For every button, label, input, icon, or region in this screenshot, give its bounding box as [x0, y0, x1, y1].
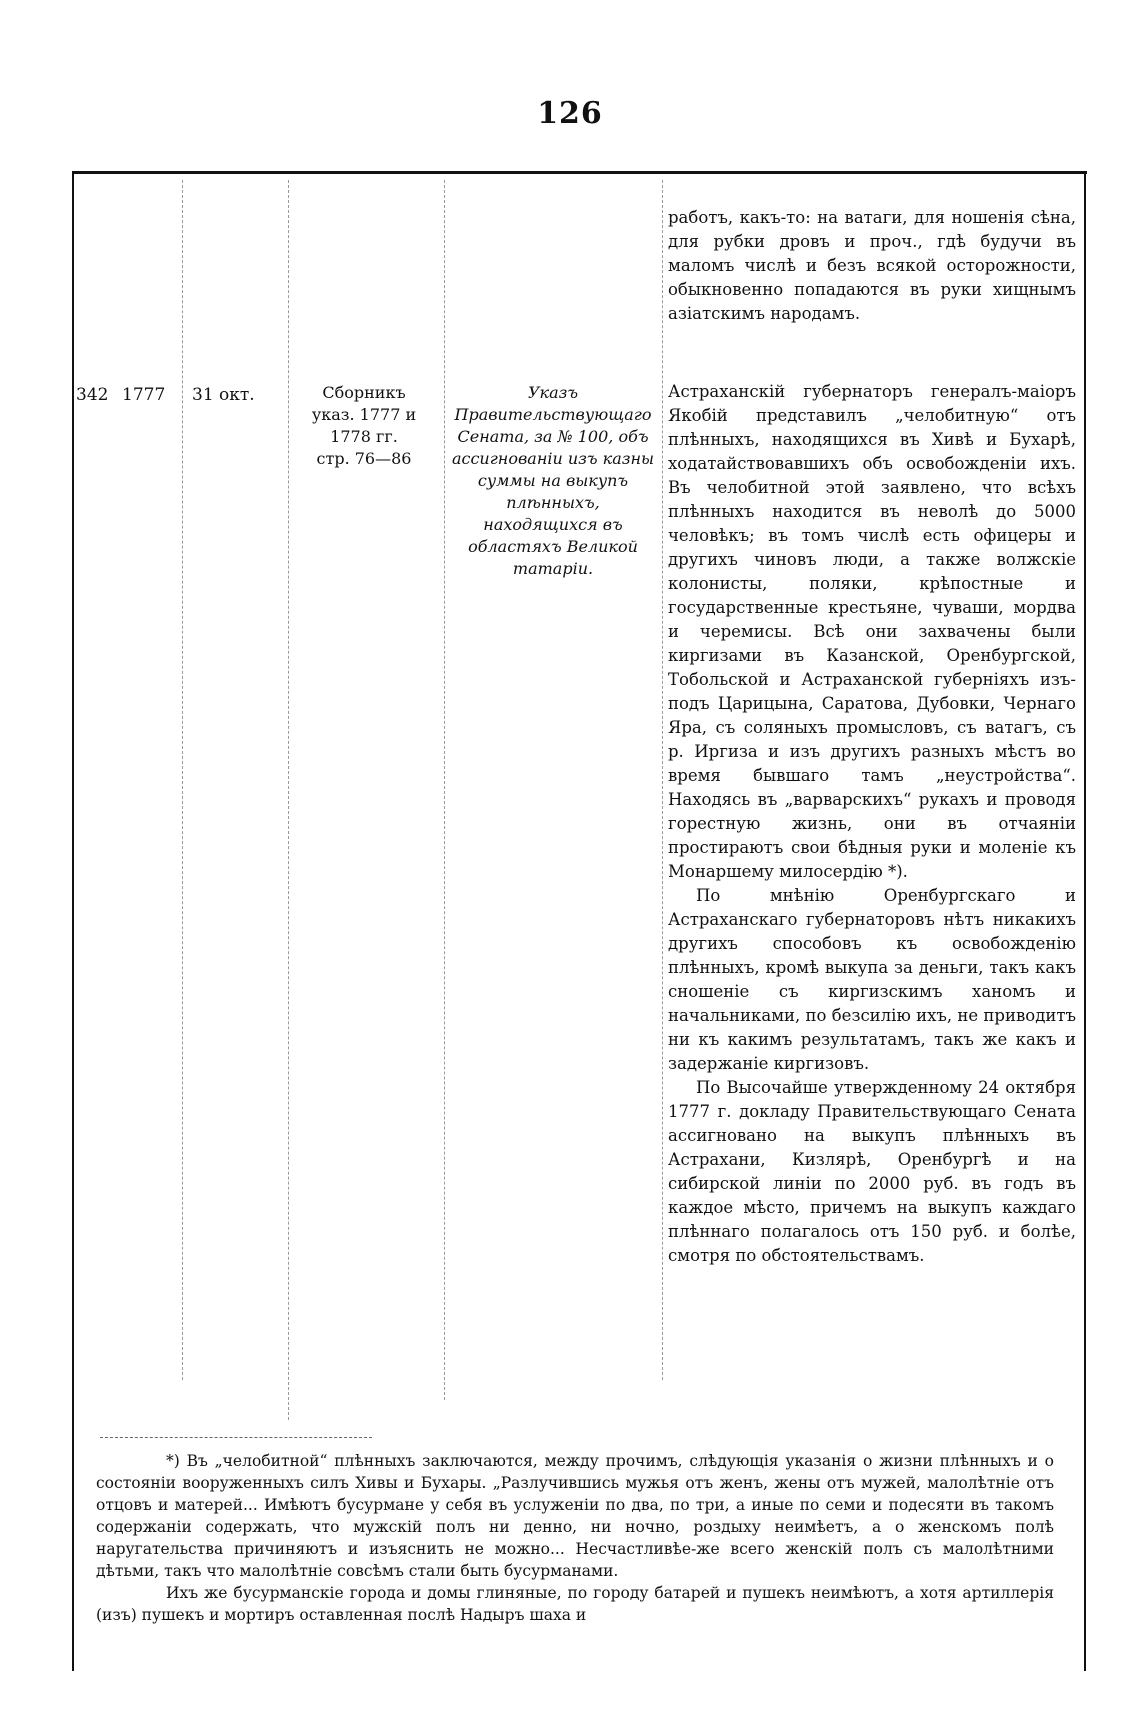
- entry-paragraph: По мнѣнію Оренбургскаго и Астраханскаго губернаторовъ нѣтъ никакихъ другихъ способовъ къ освобожденію плѣнныхъ, кромѣ выкупа за деньги, такъ какъ сношеніе съ киргизскимъ ханомъ и начальниками, по безсилію ихъ, не приводитъ ни къ какимъ результатамъ, такъ же какъ и задержаніе киргизовъ.: [668, 886, 1076, 1073]
- continuation-paragraph: работъ, какъ-то: на ватаги, для ношенія сѣна, для рубки дровъ и проч., гдѣ будучи въ маломъ числѣ и безъ всякой осторожности, обыкновенно попадаются въ руки хищнымъ азіатскимъ народамъ.: [668, 208, 1076, 323]
- column-divider-4: [662, 180, 663, 1380]
- column-divider-3: [444, 180, 445, 1400]
- entry-number: 342: [76, 385, 109, 405]
- footnote: [96, 1450, 1054, 1626]
- column-divider-2: [288, 180, 289, 1420]
- top-continuation-text: [668, 206, 1076, 326]
- footnote-paragraph: *) Въ „челобитной“ плѣнныхъ заключаются, между прочимъ, слѣдующія указанія о жизни плѣнныхъ и о состояніи вооруженныхъ силъ Хивы и Бухары. „Разлучившись мужья отъ женъ, жены отъ мужей, малолѣтніе отъ отцовъ и матерей... Имѣютъ бусурмане у себя въ услуженіи по два, по три, а иные по семи и подесяти въ такомъ содержаніи содержать, что мужскій полъ ни денно, ни ночно, роздыху неимѣетъ, а о женскомъ полѣ наругательства причиняютъ и изъяснить не можно... Несчастливѣе-же всего женскій полъ съ малолѣтними дѣтьми, такъ что малолѣтніе совсѣмъ стали быть бусурманами.: [96, 1452, 1054, 1580]
- page-number: 126: [537, 96, 603, 131]
- source-line: 1778 гг.: [330, 427, 398, 446]
- source-line: стр. 76—86: [316, 449, 412, 468]
- footnote-rule: [100, 1437, 372, 1438]
- table-left-rule: [72, 171, 74, 1671]
- entry-year: 1777: [122, 385, 166, 405]
- source-line: указ. 1777 и: [311, 405, 417, 424]
- entry-title: Указъ Правительствующаго Сената, за № 100, объ ассигнованіи изъ казны суммы на выкупъ плѣнныхъ, находящихся въ областяхъ Великой татаріи.: [451, 383, 655, 578]
- column-divider-1: [182, 180, 183, 1380]
- table-top-rule: [72, 171, 1087, 174]
- table-right-rule: [1084, 171, 1086, 1671]
- footnote-paragraph: Ихъ же бусурманскіе города и домы глиняные, по городу батарей и пушекъ неимѣютъ, а хотя артиллерія (изъ) пушекъ и мортиръ оставленная послѣ Надыръ шаха и: [96, 1584, 1054, 1624]
- source-line: Сборникъ: [322, 383, 406, 402]
- entry-paragraph: По Высочайше утвержденному 24 октября 1777 г. докладу Правительствующаго Сената ассигновано на выкупъ плѣнныхъ въ Астрахани, Кизлярѣ, Оренбургѣ и на сибирской линіи по 2000 руб. въ годъ въ каждое мѣсто, причемъ на выкупъ каждаго плѣннаго полагалось отъ 150 руб. и болѣе, смотря по обстоятельствамъ.: [668, 1078, 1076, 1265]
- entry-main-text: [668, 380, 1076, 1268]
- entry-paragraph: Астраханскій губернаторъ генералъ-маіоръ Якобій представилъ „челобитную“ отъ плѣнныхъ, находящихся въ Хивѣ и Бухарѣ, ходатайствовавшихъ объ освобожденіи ихъ. Въ челобитной этой заявлено, что всѣхъ плѣнныхъ находится въ неволѣ до 5000 человѣкъ; въ томъ числѣ есть офицеры и другихъ чиновъ люди, а также волжскіе колонисты, поляки, крѣпостные и государственные крестьяне, чуваши, мордва и черемисы. Всѣ они захвачены были киргизами въ Казанской, Оренбургской, Тобольской и Астраханской губерніяхъ изъ-подъ Царицына, Саратова, Дубовки, Чернаго Яра, съ соляныхъ промысловъ, съ ватагъ, съ р. Иргиза и изъ другихъ разныхъ мѣстъ во время бывшаго тамъ „неустройства“. Находясь въ „варварскихъ“ рукахъ и проводя горестную жизнь, они въ отчаяніи простираютъ свои бѣдныя руки и моленіе къ Монаршему милосердію *).: [668, 382, 1076, 881]
- entry-date: 31 окт.: [192, 385, 255, 405]
- entry-source: [288, 382, 440, 470]
